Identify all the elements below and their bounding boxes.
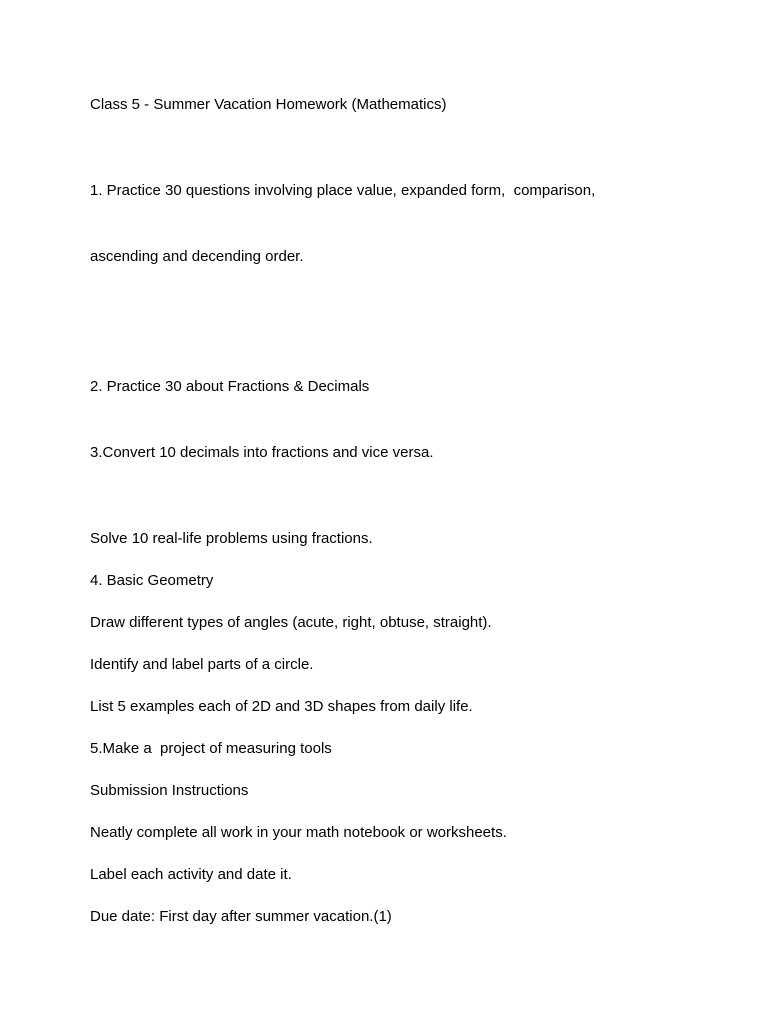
submission-heading: Submission Instructions <box>90 782 249 799</box>
document-title: Class 5 - Summer Vacation Homework (Mathematics) <box>90 96 447 113</box>
circle-text: Identify and label parts of a circle. <box>90 656 314 673</box>
solve-problems-text: Solve 10 real-life problems using fractions. <box>90 530 373 547</box>
item-4: 4. Basic Geometry <box>90 572 214 589</box>
item-3: 3.Convert 10 decimals into fractions and vice versa. <box>90 444 434 461</box>
items-2-3 <box>90 332 690 508</box>
document-body <box>90 94 690 928</box>
item-1-line-2: ascending and decending order. <box>90 248 304 265</box>
neatly-text: Neatly complete all work in your math notebook or worksheets. <box>90 824 507 841</box>
due-date-text: Due date: First day after summer vacation.(1) <box>90 908 392 925</box>
label-text: Label each activity and date it. <box>90 866 292 883</box>
item-5: 5.Make a project of measuring tools <box>90 740 332 757</box>
angles-text: Draw different types of angles (acute, right, obtuse, straight). <box>90 614 492 631</box>
shapes-text: List 5 examples each of 2D and 3D shapes from daily life. <box>90 698 473 715</box>
item-2: 2. Practice 30 about Fractions & Decimals <box>90 378 370 395</box>
item-1-line-1: 1. Practice 30 questions involving place value, expanded form, comparison, <box>90 182 596 199</box>
item-1 <box>90 136 690 312</box>
